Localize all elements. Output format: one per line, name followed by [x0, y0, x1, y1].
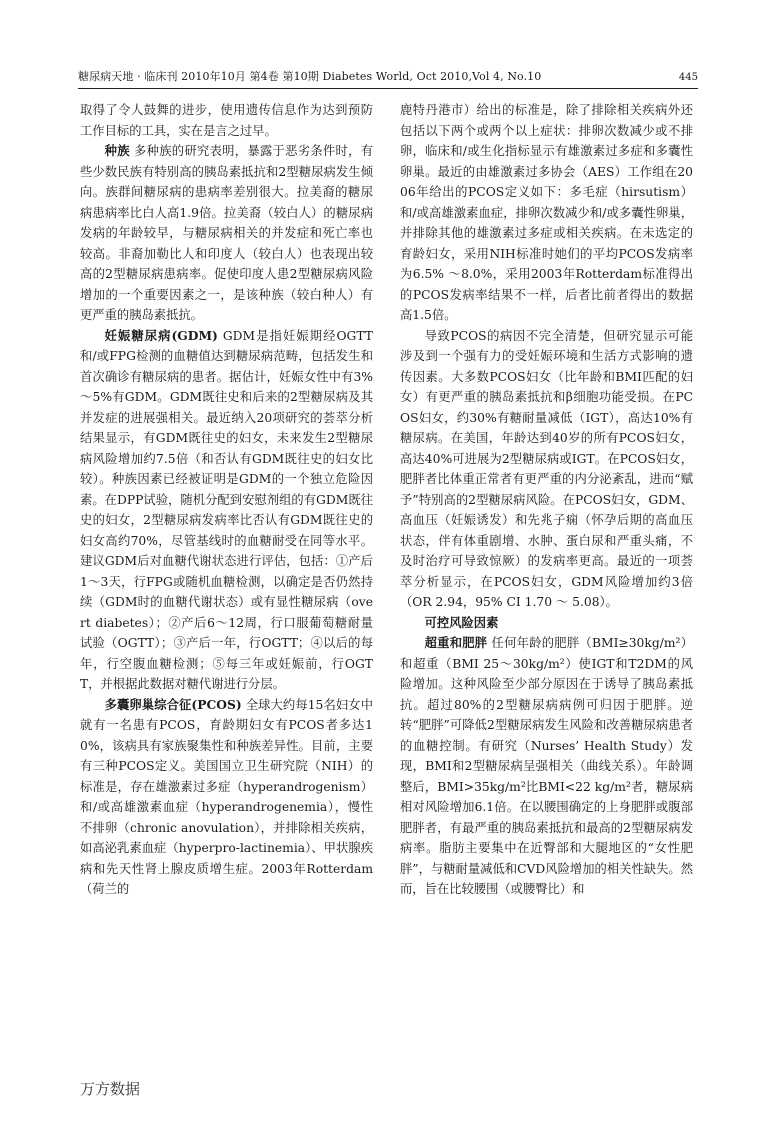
pcos-text: 全球大约每15名妇女中就有一名患有PCOS，育龄期妇女有PCOS者多达10%，该病具有家族聚集性和种族差异性。目前，主要有三种PCOS定义。美国国立卫生研究院（NIH）的标准是，存在雄激素过多症（hyperandrogenism）和/或高雄激素血症（hyperandrogenemia），慢性不排卵（chronic anovulation），并排除相关疾病，如高泌乳素血症（hyperpro-lactinemia）、甲状腺疾病和先天性肾上腺皮质增生症。2003年Rotterdam（荷兰的: [80, 697, 373, 896]
gdm-paragraph: [80, 326, 373, 695]
left-column: [80, 100, 373, 900]
ethnicity-term: 种族: [104, 143, 130, 158]
right-column: [400, 100, 693, 900]
obesity-paragraph: [400, 633, 693, 900]
journal-info: 糖尿病天地 · 临床刊 2010年10月 第4卷 第10期 Diabetes World, Oct 2010,Vol 4, No.10: [78, 70, 542, 83]
page-number: 445: [678, 72, 698, 83]
ethnicity-text: 多种族的研究表明，暴露于恶劣条件时，有些少数民族有特别高的胰岛素抵抗和2型糖尿病发生倾向。族群间糖尿病的患病率差别很大。拉美裔的糖尿病患病率比白人高1.9倍。拉美裔（较白人）的糖尿病发病的年龄较早，与糖尿病相关的并发症和死亡率也较高。非裔加勒比人和印度人（较白人）也表现出较高的2型糖尿病患病率。促使印度人患2型糖尿病风险增加的一个重要因素之一，是该种族（较白种人）有更严重的胰岛素抵抗。: [80, 144, 373, 322]
header-divider: [78, 88, 698, 89]
pcos-paragraph: [80, 695, 373, 900]
gdm-text: GDM是指妊娠期经OGTT和/或FPG检测的血糖值达到糖尿病范畴，包括发生和首次确诊有糖尿病的患者。据估计，妊娠女性中有3%～5%有GDM。GDM既往史和后来的2型糖尿病及其并发症的进展强相关。最近纳入20项研究的荟萃分析结果显示，有GDM既往史的妇女，未来发生2型糖尿病风险增加约7.5倍（和否认有GDM既往史的妇女比较）。种族因素已经被证明是GDM的一个独立危险因素。在DPP试验，随机分配到安慰剂组的有GDM既往史的妇女，2型糖尿病发病率比否认有GDM既往史的妇女高约70%，尽管基线时的血糖耐受在同等水平。建议GDM后对血糖代谢状态进行评估，包括：①产后1～3天，行FPG或随机血糖检测，以确定是否仍然持续（GDM时的血糖代谢状态）或有显性糖尿病（overt diabetes）；②产后6～12周，行口服葡萄糖耐量试验（OGTT）；③产后一年，行OGTT；④以后的每年，行空腹血糖检测；⑤每三年或妊娠前，行OGTT，并根据此数据对糖代谢进行分层。: [80, 328, 373, 691]
gdm-term: 妊娠糖尿病(GDM): [104, 327, 218, 343]
obesity-text: 任何年龄的肥胖（BMI≥30kg/m²）和超重（BMI 25～30kg/m²）使IGT和T2DM的风险增加。这种风险至少部分原因在于诱导了胰岛素抵抗。超过80%的2型糖尿病病例可归因于肥胖。逆转“肥胖”可降低2型糖尿病发生风险和改善糖尿病患者的血糖控制。有研究（Nurses’ Health Study）发现，BMI和2型糖尿病呈强相关（曲线关系）。年龄调整后，BMI>35kg/m²比BMI<22 kg/m²者，糖尿病相对风险增加6.1倍。在以腰围确定的上身肥胖或腹部肥胖者，有最严重的胰岛素抵抗和最高的2型糖尿病发病率。脂肪主要集中在近臀部和大腿地区的“女性肥胖”，与糖耐量减低和CVD风险增加的相关性缺失。然而，旨在比较腰围（或腰臀比）和: [400, 636, 693, 896]
intro-paragraph: 取得了令人鼓舞的进步，使用遗传信息作为达到预防工作目标的工具，实在是言之过早。: [80, 103, 373, 138]
pcos-term: 多囊卵巢综合征(PCOS): [104, 696, 242, 712]
pcos-cause-paragraph: 导致PCOS的病因不完全清楚，但研究显示可能涉及到一个强有力的受妊娠环境和生活方式影响的遗传因素。大多数PCOS妇女（比年龄和BMI匹配的妇女）有更严重的胰岛素抵抗和β细胞功能受损。在PCOS妇女，约30%有糖耐量减低（IGT），高达10%有糖尿病。在美国，年龄达到40岁的所有PCOS妇女，高达40%可进展为2型糖尿病或IGT。在PCOS妇女，肥胖者比体重正常者有更严重的内分泌紊乱，进而“赋予”特别高的2型糖尿病风险。在PCOS妇女，GDM、高血压（妊娠诱发）和先兆子痫（怀孕后期的高血压状态，伴有体重剧增、水肿、蛋白尿和严重头痛，不及时治疗可导致惊厥）的发病率更高。最近的一项荟萃分析显示，在PCOS妇女，GDM风险增加约3倍（OR 2.94，95% CI 1.70 ～ 5.08）。: [400, 328, 693, 609]
pcos-continued-paragraph: 鹿特丹港市）给出的标准是，除了排除相关疾病外还包括以下两个或两个以上症状：排卵次数减少或不排卵，临床和/或生化指标显示有雄激素过多症和多囊性卵巢。最近的由雄激素过多协会（AES）工作组在2006年给出的PCOS定义如下：多毛症（hirsutism）和/或高雄激素血症，排卵次数减少和/或多囊性卵巢，并排除其他的雄激素过多症或相关疾病。在未选定的育龄妇女，采用NIH标准时她们的平均PCOS发病率为6.5% ～8.0%，采用2003年Rotterdam标准得出的PCOS发病率结果不一样，后者比前者得出的数据高1.5倍。: [400, 103, 693, 322]
section-heading: 可控风险因素: [424, 614, 499, 630]
obesity-term: 超重和肥胖: [424, 635, 488, 650]
ethnicity-paragraph: [80, 141, 373, 326]
watermark: 万方数据: [80, 1080, 141, 1098]
running-header: [78, 66, 698, 86]
